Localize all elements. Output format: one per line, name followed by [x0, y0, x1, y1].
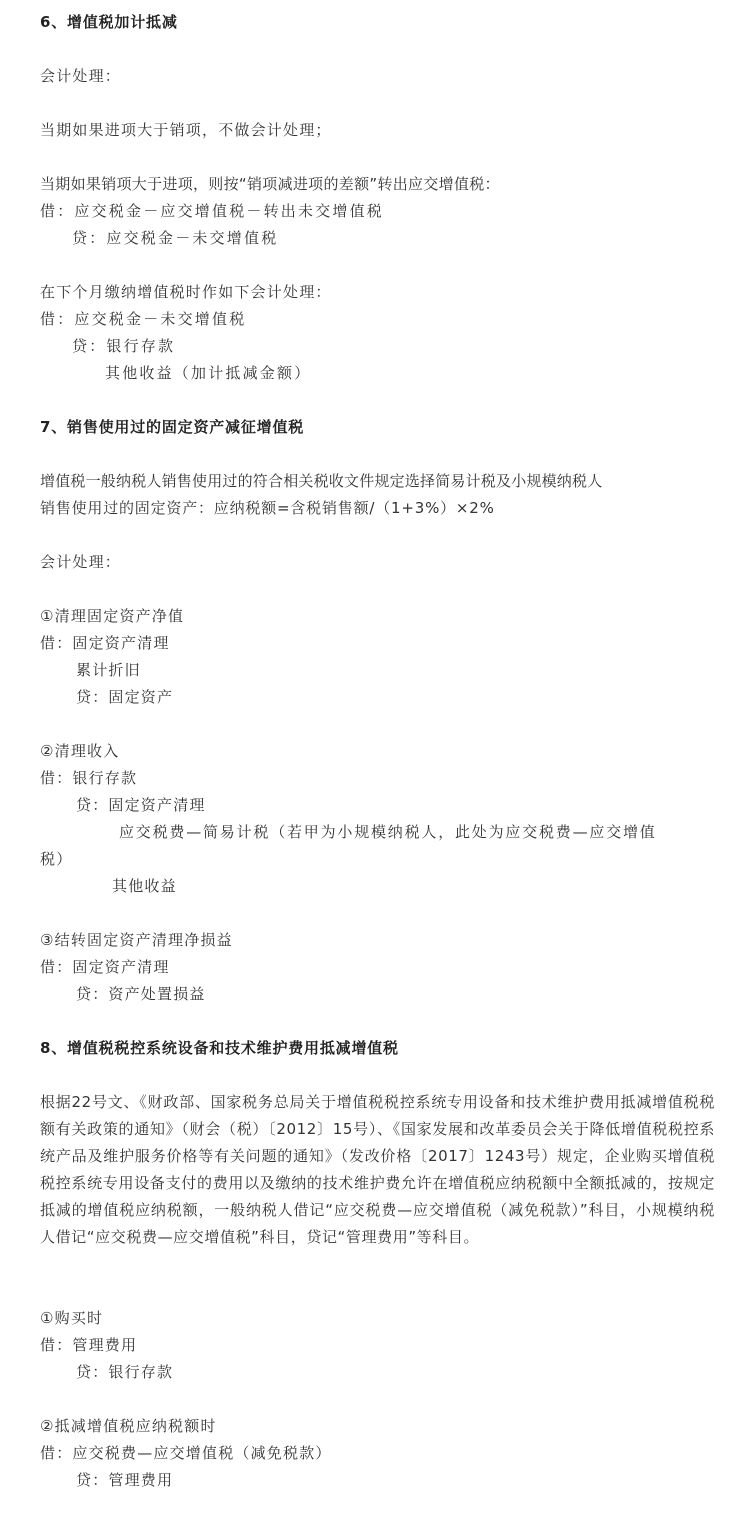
section-7-heading: 7、销售使用过的固定资产减征增值税 — [40, 418, 305, 436]
section-6-line: 在下个月缴纳增值税时作如下会计处理： — [40, 283, 332, 301]
section-8-paragraph: 根据22号文、《财政部、国家税务总局关于增值税税控系统专用设备和技术维护费用抵减增值税税额有关政策的通知》（财会（税）〔2012〕15号）、《国家发展和改革委员会关于降低增值税税控系统产品及维护服务价格等有关问题的通知》（发改价格〔2017〕1243号）规定，企业购买增值税税控系统专用设备支付的费用以及缴纳的技术维护费允许在增值税应纳税额中全额抵减的，按规定抵减的增值税应纳税额，一般纳税人借记“应交税费—应交增值税（减免税款）”科目，小规模纳税人借记“应交税费—应交增值税”科目，贷记“管理费用”等科目。 — [40, 1093, 715, 1246]
section-6-heading: 6、增值税加计抵减 — [40, 13, 178, 31]
section-7-entry: 借：固定资产清理 — [40, 634, 170, 652]
section-7-entry: 贷：固定资产 — [76, 688, 174, 706]
section-7-accounting-label: 会计处理： — [40, 553, 122, 571]
section-7-entry: 其他收益 — [112, 877, 177, 895]
section-6-line: 当期如果销项大于进项，则按“销项减进项的差额”转出应交增值税： — [40, 175, 500, 193]
section-6-line: 当期如果进项大于销项，不做会计处理； — [40, 121, 332, 139]
section-7-entry: 应交税费—简易计税（若甲为小规模纳税人，此处为应交税费—应交增值 — [119, 823, 657, 841]
section-7-entry: 贷：资产处置损益 — [76, 985, 206, 1003]
section-7-step-title: ①清理固定资产净值 — [40, 607, 185, 625]
section-7-entry: 借：固定资产清理 — [40, 958, 170, 976]
section-8-entry: 借：管理费用 — [40, 1336, 138, 1354]
section-6-entry: 贷：应交税金－未交增值税 — [72, 229, 279, 247]
section-7-intro: 增值税一般纳税人销售使用过的符合相关税收文件规定选择简易计税及小规模纳税人 — [40, 472, 603, 490]
section-8-step-title: ①购买时 — [40, 1309, 104, 1327]
section-6-accounting-label: 会计处理： — [40, 67, 122, 85]
section-8-entry: 贷：管理费用 — [76, 1471, 174, 1489]
section-6-entry: 贷：银行存款 — [72, 337, 176, 355]
section-6-entry: 其他收益（加计抵减金额） — [105, 364, 312, 382]
section-7-entry: 借：银行存款 — [40, 769, 138, 787]
section-7-entry: 累计折旧 — [76, 661, 141, 679]
section-8-step-title: ②抵减增值税应纳税额时 — [40, 1417, 217, 1435]
section-6-entry: 借：应交税金－未交增值税 — [40, 310, 247, 328]
section-7-step-title: ③结转固定资产清理净损益 — [40, 931, 233, 949]
section-7-entry: 贷：固定资产清理 — [76, 796, 206, 814]
section-6-entry: 借：应交税金－应交增值税－转出未交增值税 — [40, 202, 385, 220]
section-7-step-title: ②清理收入 — [40, 742, 120, 760]
section-8-heading: 8、增值税税控系统设备和技术维护费用抵减增值税 — [40, 1039, 399, 1057]
section-7-entry: 税） — [40, 850, 73, 868]
section-7-intro: 销售使用过的固定资产：应纳税额=含税销售额/（1+3%）×2% — [40, 499, 495, 517]
section-8-entry: 贷：银行存款 — [76, 1363, 174, 1381]
section-8-entry: 借：应交税费—应交增值税（减免税款） — [40, 1444, 332, 1462]
